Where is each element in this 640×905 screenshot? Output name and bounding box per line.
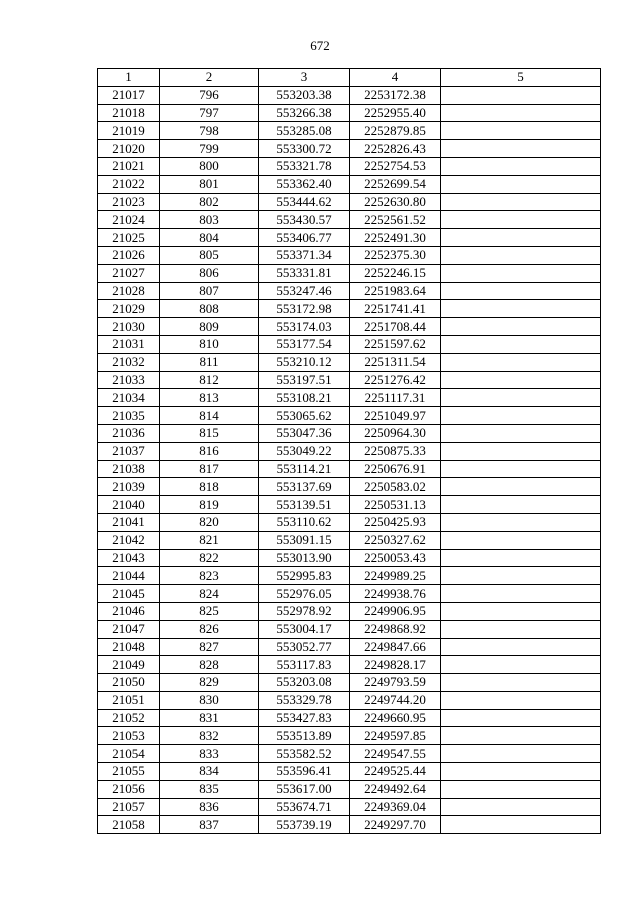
table-cell-col-3: 553444.62 <box>259 193 350 211</box>
table-row <box>98 389 601 407</box>
table-row <box>98 122 601 140</box>
table-cell-col-4: 2250053.43 <box>350 549 441 567</box>
table-cell-col-3: 553739.19 <box>259 816 350 834</box>
table-cell-col-4: 2250875.33 <box>350 442 441 460</box>
table-cell-col-4: 2249793.59 <box>350 674 441 692</box>
table-cell-col-3: 552995.83 <box>259 567 350 585</box>
table-cell-col-5 <box>441 460 601 478</box>
table-cell-col-1: 21048 <box>98 638 160 656</box>
table-cell-col-4: 2249525.44 <box>350 763 441 781</box>
table-cell-col-1: 21042 <box>98 531 160 549</box>
table-cell-col-2: 802 <box>160 193 259 211</box>
table-row <box>98 175 601 193</box>
table-row <box>98 602 601 620</box>
table-cell-col-5 <box>441 531 601 549</box>
table-cell-col-4: 2251741.41 <box>350 300 441 318</box>
table-cell-col-2: 807 <box>160 282 259 300</box>
table-cell-col-1: 21024 <box>98 211 160 229</box>
table-cell-col-3: 553172.98 <box>259 300 350 318</box>
table-row <box>98 140 601 158</box>
table-cell-col-1: 21031 <box>98 335 160 353</box>
table-row <box>98 229 601 247</box>
table-row <box>98 780 601 798</box>
table-cell-col-4: 2252879.85 <box>350 122 441 140</box>
table-cell-col-3: 553247.46 <box>259 282 350 300</box>
table-cell-col-1: 21046 <box>98 602 160 620</box>
table-cell-col-2: 819 <box>160 496 259 514</box>
table-row <box>98 157 601 175</box>
table-row <box>98 193 601 211</box>
table-row <box>98 567 601 585</box>
table-cell-col-3: 553513.89 <box>259 727 350 745</box>
table-cell-col-4: 2251311.54 <box>350 353 441 371</box>
table-cell-col-4: 2252826.43 <box>350 140 441 158</box>
table-cell-col-2: 830 <box>160 691 259 709</box>
table-cell-col-5 <box>441 478 601 496</box>
table-cell-col-1: 21056 <box>98 780 160 798</box>
page-number: 672 <box>310 38 330 53</box>
table-cell-col-5 <box>441 496 601 514</box>
table-cell-col-4: 2251983.64 <box>350 282 441 300</box>
column-header-5: 5 <box>441 69 601 87</box>
table-cell-col-5 <box>441 122 601 140</box>
table-row <box>98 211 601 229</box>
table-cell-col-4: 2249744.20 <box>350 691 441 709</box>
table-cell-col-3: 553674.71 <box>259 798 350 816</box>
table-cell-col-1: 21054 <box>98 745 160 763</box>
table-cell-col-1: 21029 <box>98 300 160 318</box>
table-row <box>98 638 601 656</box>
table-cell-col-4: 2249297.70 <box>350 816 441 834</box>
table-row <box>98 318 601 336</box>
table-cell-col-3: 553362.40 <box>259 175 350 193</box>
table-cell-col-3: 553582.52 <box>259 745 350 763</box>
table-cell-col-2: 814 <box>160 407 259 425</box>
table-cell-col-2: 821 <box>160 531 259 549</box>
table-cell-col-2: 837 <box>160 816 259 834</box>
table-cell-col-1: 21049 <box>98 656 160 674</box>
table-cell-col-2: 828 <box>160 656 259 674</box>
table-cell-col-5 <box>441 104 601 122</box>
table-cell-col-4: 2251049.97 <box>350 407 441 425</box>
table-row <box>98 763 601 781</box>
table-cell-col-5 <box>441 780 601 798</box>
table-cell-col-2: 798 <box>160 122 259 140</box>
table-cell-col-2: 817 <box>160 460 259 478</box>
table-cell-col-2: 799 <box>160 140 259 158</box>
table-cell-col-1: 21030 <box>98 318 160 336</box>
table-cell-col-5 <box>441 282 601 300</box>
table-cell-col-3: 553430.57 <box>259 211 350 229</box>
table-cell-col-4: 2249989.25 <box>350 567 441 585</box>
table-cell-col-1: 21041 <box>98 513 160 531</box>
table-cell-col-5 <box>441 816 601 834</box>
table-cell-col-2: 835 <box>160 780 259 798</box>
table-cell-col-5 <box>441 674 601 692</box>
table-cell-col-3: 553114.21 <box>259 460 350 478</box>
table-row <box>98 816 601 834</box>
table-cell-col-4: 2249847.66 <box>350 638 441 656</box>
table-cell-col-1: 21047 <box>98 620 160 638</box>
table-cell-col-4: 2249938.76 <box>350 585 441 603</box>
table-cell-col-3: 553047.36 <box>259 424 350 442</box>
table-cell-col-2: 803 <box>160 211 259 229</box>
table-cell-col-4: 2250425.93 <box>350 513 441 531</box>
table-cell-col-1: 21020 <box>98 140 160 158</box>
table-cell-col-3: 553110.62 <box>259 513 350 531</box>
table-row <box>98 513 601 531</box>
table-cell-col-5 <box>441 157 601 175</box>
table-cell-col-4: 2249868.92 <box>350 620 441 638</box>
table-cell-col-4: 2249369.04 <box>350 798 441 816</box>
table-row <box>98 424 601 442</box>
table-cell-col-2: 833 <box>160 745 259 763</box>
table-cell-col-3: 553013.90 <box>259 549 350 567</box>
table-cell-col-5 <box>441 727 601 745</box>
table-cell-col-2: 804 <box>160 229 259 247</box>
table-row <box>98 442 601 460</box>
table-cell-col-5 <box>441 798 601 816</box>
table-row <box>98 620 601 638</box>
table-cell-col-2: 815 <box>160 424 259 442</box>
table-cell-col-5 <box>441 86 601 104</box>
table-cell-col-1: 21038 <box>98 460 160 478</box>
table-cell-col-3: 553004.17 <box>259 620 350 638</box>
column-header-2: 2 <box>160 69 259 87</box>
table-cell-col-1: 21051 <box>98 691 160 709</box>
table-cell-col-2: 810 <box>160 335 259 353</box>
table-cell-col-3: 553197.51 <box>259 371 350 389</box>
table-cell-col-2: 829 <box>160 674 259 692</box>
table-cell-col-3: 553331.81 <box>259 264 350 282</box>
table-cell-col-4: 2249597.85 <box>350 727 441 745</box>
table-cell-col-4: 2250676.91 <box>350 460 441 478</box>
table-cell-col-2: 823 <box>160 567 259 585</box>
table-cell-col-5 <box>441 424 601 442</box>
table-cell-col-3: 553117.83 <box>259 656 350 674</box>
table-cell-col-4: 2252955.40 <box>350 104 441 122</box>
table-cell-col-1: 21036 <box>98 424 160 442</box>
table-cell-col-3: 552978.92 <box>259 602 350 620</box>
table-cell-col-1: 21025 <box>98 229 160 247</box>
table-cell-col-5 <box>441 389 601 407</box>
table-cell-col-5 <box>441 335 601 353</box>
table-cell-col-5 <box>441 638 601 656</box>
table-row <box>98 745 601 763</box>
table-cell-col-1: 21053 <box>98 727 160 745</box>
table-cell-col-5 <box>441 140 601 158</box>
table-row <box>98 691 601 709</box>
table-cell-col-2: 796 <box>160 86 259 104</box>
table-cell-col-2: 818 <box>160 478 259 496</box>
table-cell-col-1: 21019 <box>98 122 160 140</box>
table-row <box>98 353 601 371</box>
table-cell-col-2: 834 <box>160 763 259 781</box>
table-cell-col-4: 2253172.38 <box>350 86 441 104</box>
table-cell-col-3: 553406.77 <box>259 229 350 247</box>
table-cell-col-4: 2251276.42 <box>350 371 441 389</box>
table-cell-col-2: 806 <box>160 264 259 282</box>
table-cell-col-5 <box>441 246 601 264</box>
table-cell-col-3: 553137.69 <box>259 478 350 496</box>
table-cell-col-1: 21026 <box>98 246 160 264</box>
table-cell-col-2: 820 <box>160 513 259 531</box>
table-cell-col-1: 21021 <box>98 157 160 175</box>
table-cell-col-5 <box>441 656 601 674</box>
table-cell-col-3: 553203.38 <box>259 86 350 104</box>
table-cell-col-3: 553049.22 <box>259 442 350 460</box>
table-cell-col-2: 813 <box>160 389 259 407</box>
table-cell-col-1: 21052 <box>98 709 160 727</box>
table-cell-col-1: 21045 <box>98 585 160 603</box>
table-row <box>98 674 601 692</box>
table-cell-col-5 <box>441 602 601 620</box>
table-cell-col-2: 832 <box>160 727 259 745</box>
table-cell-col-1: 21033 <box>98 371 160 389</box>
table-cell-col-1: 21040 <box>98 496 160 514</box>
table-cell-col-1: 21027 <box>98 264 160 282</box>
table-cell-col-5 <box>441 264 601 282</box>
table-cell-col-1: 21017 <box>98 86 160 104</box>
table-cell-col-4: 2250583.02 <box>350 478 441 496</box>
table-cell-col-3: 553617.00 <box>259 780 350 798</box>
table-cell-col-5 <box>441 513 601 531</box>
table-cell-col-5 <box>441 175 601 193</box>
table-cell-col-2: 797 <box>160 104 259 122</box>
table-cell-col-5 <box>441 549 601 567</box>
table-row <box>98 585 601 603</box>
table-cell-col-1: 21058 <box>98 816 160 834</box>
table-cell-col-1: 21023 <box>98 193 160 211</box>
table-cell-col-5 <box>441 585 601 603</box>
table-cell-col-4: 2250327.62 <box>350 531 441 549</box>
table-row <box>98 300 601 318</box>
table-cell-col-3: 553091.15 <box>259 531 350 549</box>
table-cell-col-1: 21037 <box>98 442 160 460</box>
table-cell-col-1: 21039 <box>98 478 160 496</box>
table-cell-col-3: 553321.78 <box>259 157 350 175</box>
table-cell-col-1: 21050 <box>98 674 160 692</box>
table-cell-col-1: 21043 <box>98 549 160 567</box>
table-cell-col-1: 21035 <box>98 407 160 425</box>
table-cell-col-3: 553266.38 <box>259 104 350 122</box>
table-cell-col-1: 21057 <box>98 798 160 816</box>
table-cell-col-2: 825 <box>160 602 259 620</box>
table-cell-col-1: 21018 <box>98 104 160 122</box>
table-row <box>98 86 601 104</box>
table-cell-col-4: 2249660.95 <box>350 709 441 727</box>
coordinates-table <box>97 68 601 834</box>
table-cell-col-2: 800 <box>160 157 259 175</box>
column-header-1: 1 <box>98 69 160 87</box>
table-cell-col-5 <box>441 229 601 247</box>
column-header-3: 3 <box>259 69 350 87</box>
table-cell-col-4: 2249492.64 <box>350 780 441 798</box>
table-row <box>98 798 601 816</box>
table-cell-col-5 <box>441 620 601 638</box>
table-row <box>98 335 601 353</box>
table-cell-col-5 <box>441 442 601 460</box>
table-cell-col-3: 553203.08 <box>259 674 350 692</box>
table-cell-col-2: 826 <box>160 620 259 638</box>
table-cell-col-3: 552976.05 <box>259 585 350 603</box>
table-cell-col-2: 809 <box>160 318 259 336</box>
table-row <box>98 104 601 122</box>
table-cell-col-2: 827 <box>160 638 259 656</box>
table-cell-col-4: 2252561.52 <box>350 211 441 229</box>
table-cell-col-3: 553427.83 <box>259 709 350 727</box>
table-cell-col-3: 553065.62 <box>259 407 350 425</box>
table-row <box>98 371 601 389</box>
table-cell-col-3: 553052.77 <box>259 638 350 656</box>
column-header-4: 4 <box>350 69 441 87</box>
table-cell-col-3: 553300.72 <box>259 140 350 158</box>
table-cell-col-5 <box>441 353 601 371</box>
table-cell-col-4: 2249547.55 <box>350 745 441 763</box>
table-cell-col-2: 824 <box>160 585 259 603</box>
table-cell-col-4: 2250964.30 <box>350 424 441 442</box>
table-cell-col-2: 836 <box>160 798 259 816</box>
table-cell-col-4: 2251117.31 <box>350 389 441 407</box>
table-cell-col-5 <box>441 318 601 336</box>
table-cell-col-2: 811 <box>160 353 259 371</box>
table-cell-col-4: 2252375.30 <box>350 246 441 264</box>
table-cell-col-1: 21022 <box>98 175 160 193</box>
table-cell-col-1: 21032 <box>98 353 160 371</box>
table-cell-col-5 <box>441 300 601 318</box>
table-cell-col-4: 2250531.13 <box>350 496 441 514</box>
table-cell-col-2: 822 <box>160 549 259 567</box>
table-cell-col-2: 812 <box>160 371 259 389</box>
table-cell-col-3: 553285.08 <box>259 122 350 140</box>
table-cell-col-1: 21028 <box>98 282 160 300</box>
table-cell-col-5 <box>441 567 601 585</box>
table-row <box>98 727 601 745</box>
table-cell-col-2: 808 <box>160 300 259 318</box>
table-header-row <box>98 69 601 87</box>
table-cell-col-2: 816 <box>160 442 259 460</box>
table-cell-col-1: 21034 <box>98 389 160 407</box>
table-cell-col-3: 553177.54 <box>259 335 350 353</box>
table-cell-col-5 <box>441 407 601 425</box>
table-row <box>98 478 601 496</box>
table-row <box>98 656 601 674</box>
table-cell-col-1: 21044 <box>98 567 160 585</box>
table-cell-col-5 <box>441 709 601 727</box>
table-cell-col-5 <box>441 691 601 709</box>
table-cell-col-4: 2249828.17 <box>350 656 441 674</box>
table-cell-col-5 <box>441 371 601 389</box>
table-cell-col-3: 553108.21 <box>259 389 350 407</box>
table-row <box>98 407 601 425</box>
table-cell-col-4: 2252491.30 <box>350 229 441 247</box>
table-row <box>98 496 601 514</box>
table-row <box>98 531 601 549</box>
table-cell-col-4: 2252754.53 <box>350 157 441 175</box>
table-body <box>98 86 601 833</box>
table-cell-col-3: 553371.34 <box>259 246 350 264</box>
table-cell-col-2: 805 <box>160 246 259 264</box>
table-cell-col-4: 2252630.80 <box>350 193 441 211</box>
table-row <box>98 549 601 567</box>
table-cell-col-4: 2252246.15 <box>350 264 441 282</box>
table-cell-col-3: 553329.78 <box>259 691 350 709</box>
table-cell-col-4: 2251708.44 <box>350 318 441 336</box>
table-cell-col-3: 553139.51 <box>259 496 350 514</box>
table-cell-col-1: 21055 <box>98 763 160 781</box>
table-cell-col-2: 801 <box>160 175 259 193</box>
table-row <box>98 246 601 264</box>
table-cell-col-5 <box>441 745 601 763</box>
table-row <box>98 709 601 727</box>
table-cell-col-4: 2249906.95 <box>350 602 441 620</box>
table-cell-col-5 <box>441 193 601 211</box>
table-cell-col-2: 831 <box>160 709 259 727</box>
table-cell-col-5 <box>441 763 601 781</box>
table-cell-col-3: 553210.12 <box>259 353 350 371</box>
table-row <box>98 264 601 282</box>
table-cell-col-3: 553174.03 <box>259 318 350 336</box>
table-cell-col-4: 2252699.54 <box>350 175 441 193</box>
table-row <box>98 282 601 300</box>
table-cell-col-3: 553596.41 <box>259 763 350 781</box>
table-row <box>98 460 601 478</box>
table-cell-col-4: 2251597.62 <box>350 335 441 353</box>
table-cell-col-5 <box>441 211 601 229</box>
